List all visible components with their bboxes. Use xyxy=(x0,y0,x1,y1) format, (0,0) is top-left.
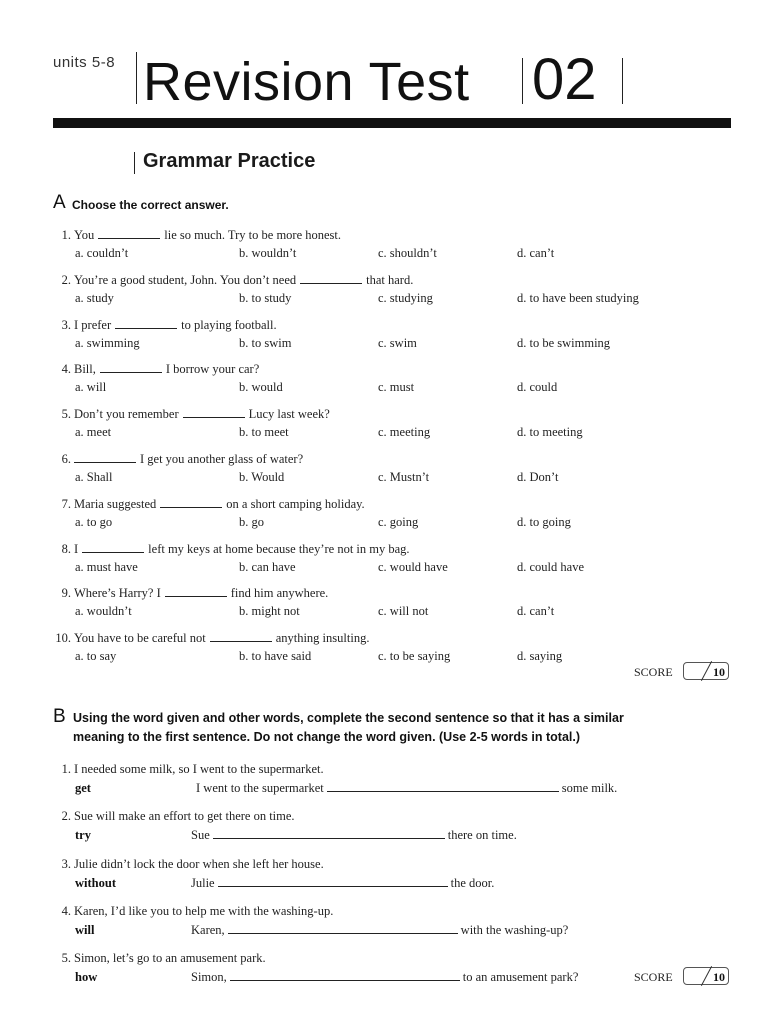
answer-line[interactable] xyxy=(228,924,458,934)
question-text-before: Where’s Harry? I xyxy=(74,586,161,600)
answer-line[interactable] xyxy=(213,829,445,839)
key-word: try xyxy=(75,828,91,842)
option-d[interactable]: d. to be swimming xyxy=(517,336,611,350)
question-number: 3. xyxy=(61,318,71,332)
question-a-6 xyxy=(53,452,303,467)
original-sentence: Sue will make an effort to get there on time. xyxy=(74,809,295,823)
option-a[interactable]: a. to say xyxy=(75,649,117,663)
answer-blank[interactable] xyxy=(82,543,144,553)
question-a-10 xyxy=(53,631,369,646)
rewrite-line xyxy=(191,970,578,985)
rewrite-end: there on time. xyxy=(447,828,517,842)
question-number: 5. xyxy=(61,951,71,965)
option-b[interactable]: b. would xyxy=(239,380,283,394)
option-d[interactable]: d. can’t xyxy=(517,246,555,260)
option-a[interactable]: a. couldn’t xyxy=(75,246,129,260)
question-text-after: lie so much. Try to be more honest. xyxy=(164,228,342,242)
original-sentence: Julie didn’t lock the door when she left her house. xyxy=(74,857,324,871)
answer-blank[interactable] xyxy=(210,632,272,642)
option-b[interactable]: b. might not xyxy=(239,604,300,618)
question-number: 4. xyxy=(61,362,71,376)
question-number: 2. xyxy=(61,273,71,287)
option-c[interactable]: c. will not xyxy=(378,604,429,618)
section-divider xyxy=(134,152,135,174)
option-b[interactable]: b. to have said xyxy=(239,649,312,663)
question-b-5 xyxy=(53,951,266,966)
option-c[interactable]: c. Mustn’t xyxy=(378,470,430,484)
question-text-before: I prefer xyxy=(74,318,112,332)
option-d[interactable]: d. to have been studying xyxy=(517,291,639,305)
question-text-after: left my keys at home because they’re not in my bag. xyxy=(148,542,410,556)
question-text-after: I get you another glass of water? xyxy=(140,452,304,466)
option-d[interactable]: d. to going xyxy=(517,515,571,529)
rewrite-end: with the washing-up? xyxy=(460,923,569,937)
units-label: units 5-8 xyxy=(53,54,116,71)
question-text-after: anything insulting. xyxy=(275,631,370,645)
question-number: 1. xyxy=(61,228,71,242)
option-a[interactable]: a. swimming xyxy=(75,336,140,350)
answer-blank[interactable] xyxy=(300,274,362,284)
title-divider-middle xyxy=(522,58,523,104)
answer-line[interactable] xyxy=(230,971,460,981)
rewrite-start: I went to the supermarket xyxy=(196,781,324,795)
part-b-letter: B xyxy=(53,706,66,727)
rewrite-line xyxy=(191,923,568,938)
answer-blank[interactable] xyxy=(100,363,162,373)
option-c[interactable]: c. studying xyxy=(378,291,433,305)
question-number: 2. xyxy=(61,809,71,823)
answer-blank[interactable] xyxy=(74,453,136,463)
answer-blank[interactable] xyxy=(115,319,177,329)
part-a-instruction: Choose the correct answer. xyxy=(72,198,229,212)
question-text-before: You have to be careful not xyxy=(74,631,206,645)
part-b-score-box[interactable] xyxy=(683,967,729,985)
question-b-1 xyxy=(53,762,324,777)
option-c[interactable]: c. shouldn’t xyxy=(378,246,437,260)
question-a-9 xyxy=(53,586,328,601)
question-a-4 xyxy=(53,362,259,377)
rewrite-start: Sue xyxy=(191,828,210,842)
option-c[interactable]: c. going xyxy=(378,515,419,529)
question-number: 4. xyxy=(61,904,71,918)
answer-blank[interactable] xyxy=(183,408,245,418)
question-b-2 xyxy=(53,809,295,824)
answer-blank[interactable] xyxy=(160,498,222,508)
question-text-after: that hard. xyxy=(366,273,414,287)
option-d[interactable]: d. could have xyxy=(517,560,584,574)
rewrite-end: some milk. xyxy=(561,781,618,795)
option-b[interactable]: b. Would xyxy=(239,470,285,484)
option-c[interactable]: c. swim xyxy=(378,336,417,350)
question-number: 3. xyxy=(61,857,71,871)
option-d[interactable]: d. to meeting xyxy=(517,425,583,439)
answer-line[interactable] xyxy=(327,782,559,792)
rewrite-end: to an amusement park? xyxy=(462,970,579,984)
rewrite-line xyxy=(196,781,617,796)
original-sentence: I needed some milk, so I went to the supermarket. xyxy=(74,762,324,776)
question-a-3 xyxy=(53,318,277,333)
part-a-score-box[interactable] xyxy=(683,662,729,680)
question-number: 10. xyxy=(55,631,71,645)
option-c[interactable]: c. to be saying xyxy=(378,649,451,663)
option-a[interactable]: a. meet xyxy=(75,425,112,439)
key-word: will xyxy=(75,923,95,937)
question-text-before: You’re a good student, John. You don’t need xyxy=(74,273,297,287)
question-number: 7. xyxy=(61,497,71,511)
rewrite-line xyxy=(191,828,517,843)
part-b-score-total: 10 xyxy=(713,970,725,984)
question-b-4 xyxy=(53,904,333,919)
key-word: how xyxy=(75,970,98,984)
section-title: Grammar Practice xyxy=(143,150,316,172)
page-title: Revision Test xyxy=(143,52,470,112)
question-text-after: on a short camping holiday. xyxy=(226,497,365,511)
option-a[interactable]: a. Shall xyxy=(75,470,113,484)
key-word: without xyxy=(75,876,116,890)
question-text-before: Don’t you remember xyxy=(74,407,179,421)
option-b[interactable]: b. to study xyxy=(239,291,292,305)
question-a-5 xyxy=(53,407,330,422)
question-a-2 xyxy=(53,273,413,288)
question-text-after: find him anywhere. xyxy=(230,586,329,600)
option-b[interactable]: b. wouldn’t xyxy=(239,246,297,260)
question-text-after: I borrow your car? xyxy=(165,362,260,376)
original-sentence: Simon, let’s go to an amusement park. xyxy=(74,951,266,965)
option-c[interactable]: c. must xyxy=(378,380,415,394)
option-a[interactable]: a. study xyxy=(75,291,114,305)
rewrite-start: Karen, xyxy=(191,923,225,937)
question-number: 1. xyxy=(61,762,71,776)
rewrite-start: Simon, xyxy=(191,970,227,984)
option-b[interactable]: b. to swim xyxy=(239,336,292,350)
header-rule xyxy=(53,118,731,128)
rewrite-start: Julie xyxy=(191,876,215,890)
question-b-3 xyxy=(53,857,324,872)
question-text-before: Bill, xyxy=(74,362,96,376)
option-d[interactable]: d. Don’t xyxy=(517,470,559,484)
question-a-1 xyxy=(53,228,341,243)
question-text-before: I xyxy=(74,542,79,556)
option-b[interactable]: b. can have xyxy=(239,560,296,574)
key-word: get xyxy=(75,781,91,795)
question-number: 6. xyxy=(61,452,71,466)
option-a[interactable]: a. must have xyxy=(75,560,138,574)
question-text-before: You xyxy=(74,228,95,242)
part-b-instruction-line2: meaning to the first sentence. Do not change the word given. (Use 2-5 words in total.) xyxy=(73,730,581,744)
option-b[interactable]: b. go xyxy=(239,515,264,529)
question-a-8 xyxy=(53,542,410,557)
part-a-score-total: 10 xyxy=(713,665,725,679)
part-b-score-label: SCORE xyxy=(634,970,673,984)
answer-line[interactable] xyxy=(218,877,448,887)
part-a-score-label: SCORE xyxy=(634,665,673,679)
title-divider-right xyxy=(622,58,623,104)
question-text-after: Lucy last week? xyxy=(248,407,330,421)
score-slash xyxy=(701,661,712,681)
option-a[interactable]: a. wouldn’t xyxy=(75,604,132,618)
part-b-instruction-line1: Using the word given and other words, complete the second sentence so that it has a similar xyxy=(73,711,624,725)
question-number: 9. xyxy=(61,586,71,600)
score-slash xyxy=(701,966,712,986)
option-c[interactable]: c. meeting xyxy=(378,425,431,439)
title-divider-left xyxy=(136,52,137,104)
test-number: 02 xyxy=(532,47,597,112)
answer-blank[interactable] xyxy=(165,587,227,597)
question-number: 8. xyxy=(61,542,71,556)
rewrite-end: the door. xyxy=(450,876,495,890)
answer-blank[interactable] xyxy=(98,229,160,239)
part-a-letter: A xyxy=(53,192,66,213)
option-d[interactable]: d. could xyxy=(517,380,558,394)
option-b[interactable]: b. to meet xyxy=(239,425,289,439)
original-sentence: Karen, I’d like you to help me with the washing-up. xyxy=(74,904,334,918)
question-number: 5. xyxy=(61,407,71,421)
option-c[interactable]: c. would have xyxy=(378,560,448,574)
option-d[interactable]: d. saying xyxy=(517,649,563,663)
option-d[interactable]: d. can’t xyxy=(517,604,555,618)
option-a[interactable]: a. will xyxy=(75,380,107,394)
question-a-7 xyxy=(53,497,365,512)
question-text-before: Maria suggested xyxy=(74,497,157,511)
rewrite-line xyxy=(191,876,494,891)
option-a[interactable]: a. to go xyxy=(75,515,113,529)
question-text-after: to playing football. xyxy=(181,318,277,332)
